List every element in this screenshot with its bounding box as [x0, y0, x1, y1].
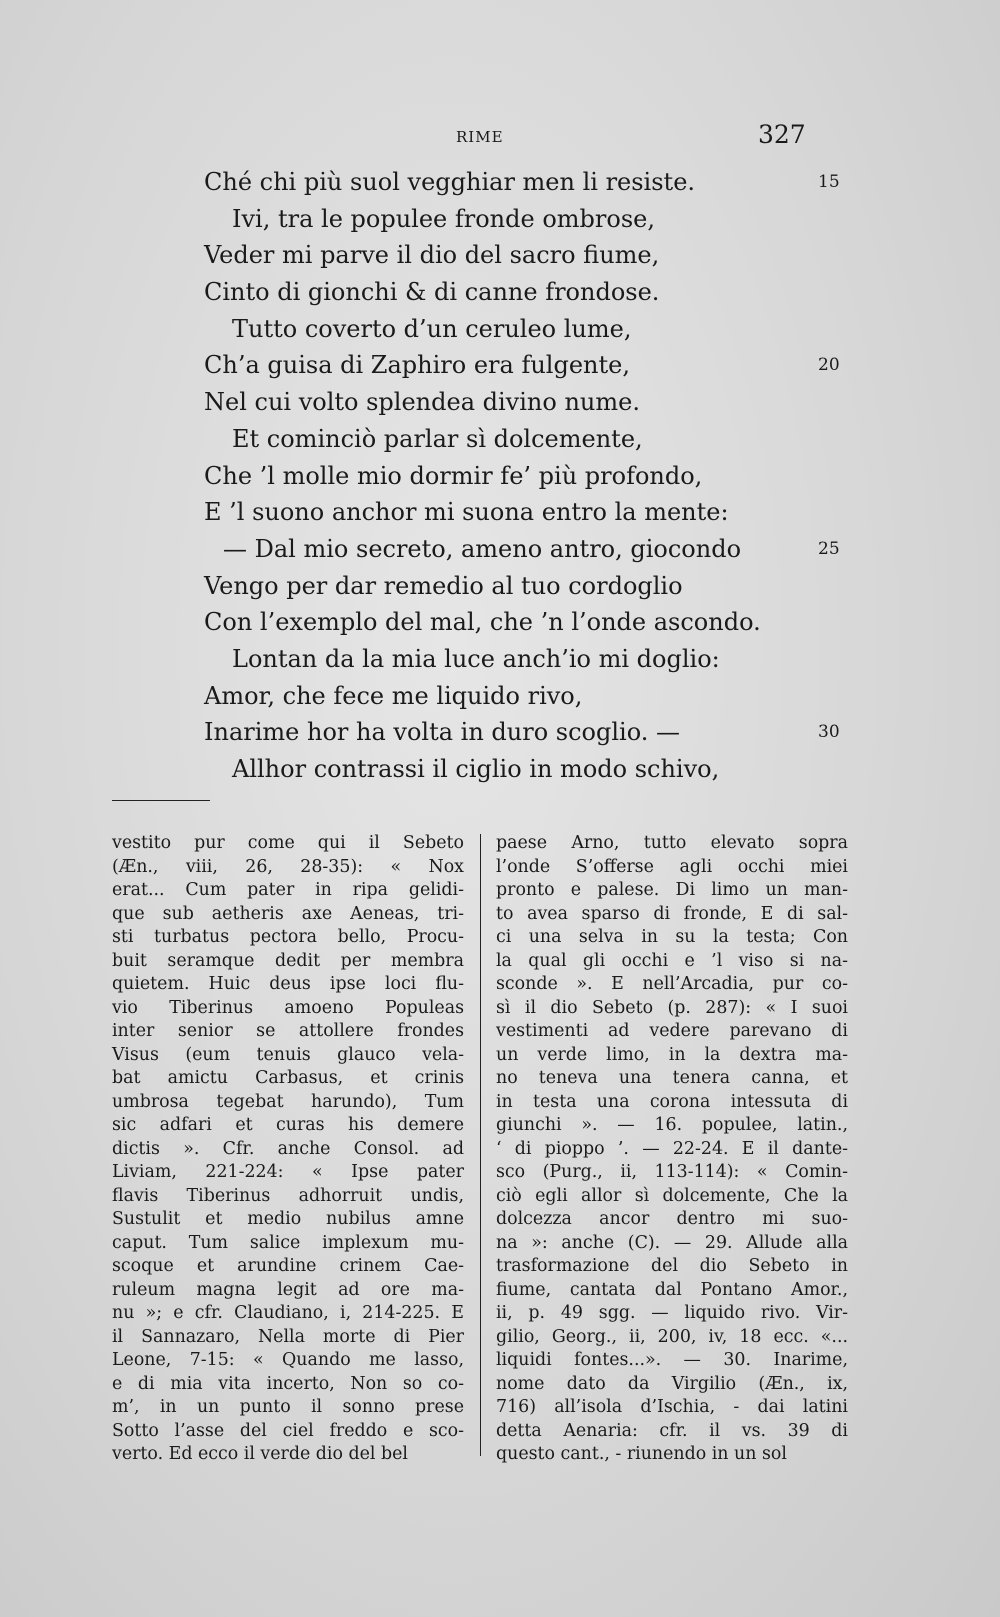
- commentary-column-left: [112, 832, 464, 1467]
- commentary-line: umbrosa tegebat harundo), Tum: [112, 1091, 464, 1112]
- commentary-line: giunchi ». — 16. populee, latin.,: [496, 1115, 848, 1135]
- verse-text: Ivi, tra le populee fronde ombrose,: [232, 204, 655, 233]
- verse-text: Nel cui volto splendea divino nume.: [204, 388, 640, 417]
- commentary-line: vio Tiberinus amoeno Populeas: [112, 997, 464, 1018]
- page-number: 327: [758, 120, 806, 149]
- commentary-line: un verde limo, in la dextra ma-: [496, 1044, 848, 1065]
- commentary-line: la qual gli occhi e ’l viso si na-: [496, 950, 848, 971]
- verse-line: [0, 568, 1000, 605]
- commentary-line: quietem. Huic deus ipse loci flu-: [112, 974, 464, 994]
- commentary-line: paese Arno, tutto elevato sopra: [496, 833, 848, 853]
- verse-text: Che ’l molle mio dormir fe’ più profondo,: [204, 461, 703, 490]
- verse-line: [0, 678, 1000, 715]
- commentary-line: Visus (eum tenuis glauco vela-: [112, 1044, 464, 1065]
- commentary-line: l’onde S’offerse agli occhi miei: [496, 856, 848, 877]
- commentary-line: pronto e palese. Di limo un man-: [496, 880, 848, 900]
- commentary-line: liquidi fontes...». — 30. Inarime,: [496, 1350, 848, 1370]
- commentary-line: sco (Purg., ii, 113-114): « Comin-: [496, 1162, 848, 1182]
- commentary-line: (Æn., viii, 26, 28-35): « Nox: [112, 856, 464, 877]
- verse-text: Tutto coverto d’un ceruleo lume,: [232, 314, 632, 343]
- commentary-line: que sub aetheris axe Aeneas, tri-: [112, 903, 464, 924]
- commentary-line: il Sannazaro, Nella morte di Pier: [112, 1326, 464, 1347]
- verse-text: Inarime hor ha volta in duro scoglio. —: [204, 718, 680, 747]
- commentary-line: sconde ». E nell’Arcadia, pur co-: [496, 974, 848, 994]
- verse-text: Ch’a guisa di Zaphiro era fulgente,: [204, 351, 630, 380]
- commentary-line: m’, in un punto il sonno prese: [112, 1397, 464, 1417]
- commentary-line: scoque et arundine crinem Cae-: [112, 1256, 464, 1276]
- commentary-line: ii, p. 49 sgg. — liquido rivo. Vir-: [496, 1303, 848, 1323]
- verse-line-number: 30: [818, 722, 840, 743]
- verse-text: Veder mi parve il dio del sacro fiume,: [204, 241, 660, 270]
- verse-line: [0, 311, 1000, 348]
- commentary-line: inter senior se attollere frondes: [112, 1021, 464, 1041]
- verse-line: [0, 458, 1000, 495]
- commentary-line: in testa una corona intessuta di: [496, 1091, 848, 1112]
- commentary-line: vestimenti ad vedere parevano di: [496, 1021, 848, 1041]
- verse-line: [0, 201, 1000, 238]
- verse-line-number: 25: [818, 538, 840, 559]
- commentary-line: ‘ di pioppo ’. — 22-24. E il dante-: [496, 1138, 848, 1159]
- verse-line: [0, 494, 1000, 531]
- verse-text: Ché chi più suol vegghiar men li resiste.: [204, 168, 696, 196]
- commentary-line: erat... Cum pater in ripa gelidi-: [112, 880, 464, 900]
- commentary-line: na »: anche (C). — 29. Allude alla: [496, 1232, 848, 1253]
- commentary-line: ciò egli allor sì dolcemente, Che la: [496, 1185, 848, 1206]
- poem-verses: [0, 164, 1000, 788]
- verse-line: [0, 237, 1000, 274]
- commentary-line: trasformazione del dio Sebeto in: [496, 1256, 848, 1276]
- verse-text: — Dal mio secreto, ameno antro, giocondo: [223, 534, 742, 563]
- verse-line: [0, 347, 1000, 384]
- verse-line-number: 15: [818, 172, 840, 192]
- commentary-line: questo cant., - riunendo in un sol: [496, 1444, 787, 1464]
- verse-line: [0, 751, 1000, 788]
- verse-line: [0, 421, 1000, 458]
- commentary-line: buit seramque dedit per membra: [112, 950, 464, 971]
- commentary-line: ruleum magna legit ad ore ma-: [112, 1279, 464, 1300]
- commentary-line: verto. Ed ecco il verde dio del bel: [112, 1444, 408, 1464]
- commentary-line: Liviam, 221-224: « Ipse pater: [112, 1162, 464, 1182]
- commentary-line: to avea sparso di fronde, E di sal-: [496, 903, 848, 924]
- commentary-line: dictis ». Cfr. anche Consol. ad: [112, 1138, 464, 1159]
- commentary-line: flavis Tiberinus adhorruit undis,: [112, 1185, 464, 1206]
- commentary-line: 716) all’isola d’Ischia, - dai latini: [496, 1397, 848, 1417]
- verse-text: Et cominciò parlar sì dolcemente,: [232, 424, 643, 453]
- commentary-line: e di mia vita incerto, Non so co-: [112, 1373, 464, 1394]
- commentary-line: Sustulit et medio nubilus amne: [112, 1209, 464, 1229]
- column-divider: [480, 834, 481, 1456]
- verse-line: [0, 384, 1000, 421]
- verse-line: [0, 164, 1000, 201]
- commentary-line: dolcezza ancor dentro mi suo-: [496, 1209, 848, 1229]
- verse-line-number: 20: [818, 355, 840, 376]
- commentary-line: sic adfari et curas his demere: [112, 1115, 464, 1135]
- commentary-line: sti turbatus pectora bello, Procu-: [112, 927, 464, 947]
- verse-text: Amor, che fece me liquido rivo,: [204, 681, 583, 710]
- verse-text: Cinto di gionchi & di canne frondose.: [204, 278, 660, 307]
- commentary-line: no teneva una tenera canna, et: [496, 1068, 848, 1088]
- commentary-column-right: [496, 832, 848, 1467]
- commentary-line: Sotto l’asse del ciel freddo e sco-: [112, 1420, 464, 1441]
- footnote-separator-rule: [112, 800, 210, 801]
- commentary-line: nu »; e cfr. Claudiano, i, 214-225. E: [112, 1303, 464, 1323]
- commentary-line: ci una selva in su la testa; Con: [496, 927, 848, 947]
- running-head: RIME: [456, 128, 504, 146]
- commentary-line: gilio, Georg., ii, 200, iv, 18 ecc. «...: [496, 1326, 848, 1347]
- commentary-line: sì il dio Sebeto (p. 287): « I suoi: [496, 997, 848, 1018]
- verse-text: Con l’exemplo del mal, che ’n l’onde ascondo.: [204, 608, 761, 637]
- commentary-line: detta Aenaria: cfr. il vs. 39 di: [496, 1420, 848, 1441]
- commentary-line: fiume, cantata dal Pontano Amor.,: [496, 1279, 848, 1300]
- verse-text: E ’l suono anchor mi suona entro la mente:: [204, 498, 729, 527]
- commentary-line: vestito pur come qui il Sebeto: [112, 833, 464, 853]
- commentary-line: Leone, 7-15: « Quando me lasso,: [112, 1350, 464, 1370]
- verse-line: [0, 531, 1000, 568]
- verse-line: [0, 274, 1000, 311]
- verse-text: Vengo per dar remedio al tuo cordoglio: [204, 571, 683, 600]
- commentary-line: nome dato da Virgilio (Æn., ix,: [496, 1373, 848, 1394]
- verse-line: [0, 604, 1000, 641]
- verse-line: [0, 714, 1000, 751]
- commentary-line: caput. Tum salice implexum mu-: [112, 1232, 464, 1253]
- verse-text: Allhor contrassi il ciglio in modo schivo,: [232, 755, 720, 783]
- verse-text: Lontan da la mia luce anch’io mi doglio:: [232, 644, 720, 673]
- commentary-line: bat amictu Carbasus, et crinis: [112, 1068, 464, 1088]
- verse-line: [0, 641, 1000, 678]
